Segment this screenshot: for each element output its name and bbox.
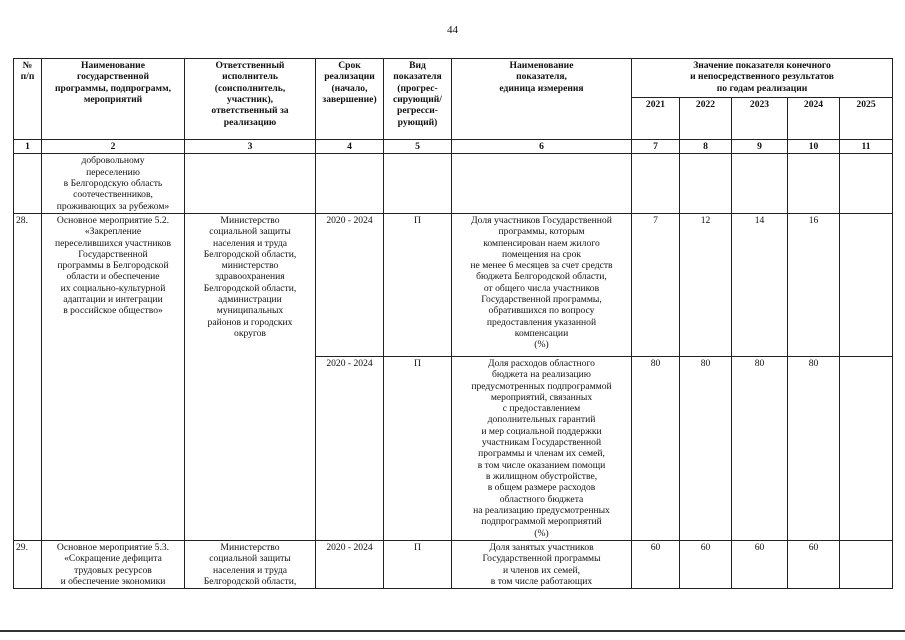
indicator-type: П bbox=[384, 213, 452, 356]
value-2021: 7 bbox=[632, 213, 680, 356]
value-2021: 60 bbox=[632, 540, 680, 588]
indicators-table bbox=[13, 58, 893, 589]
header-values: Значение показателя конечного и непосредственного результатов по годам реализации bbox=[632, 59, 893, 98]
term: 2020 - 2024 bbox=[316, 540, 384, 588]
year-2022: 2022 bbox=[680, 98, 732, 140]
col-num-5: 5 bbox=[384, 140, 452, 154]
page-number: 44 bbox=[447, 24, 458, 36]
year-2024: 2024 bbox=[788, 98, 840, 140]
table-row-28a bbox=[14, 213, 893, 356]
value-2024: 60 bbox=[788, 540, 840, 588]
col-num-2: 2 bbox=[42, 140, 185, 154]
term: 2020 - 2024 bbox=[316, 356, 384, 540]
page-bottom-edge bbox=[0, 624, 905, 640]
responsible-executor: Министерство социальной защиты населения и труда Белгородской области, министерство здравоохранения Белгородской области, администрации муниципальных районов и городских округов bbox=[185, 213, 316, 540]
row-number: 28. bbox=[14, 213, 42, 540]
value-2022: 80 bbox=[680, 356, 732, 540]
col-num-10: 10 bbox=[788, 140, 840, 154]
value-2022: 60 bbox=[680, 540, 732, 588]
col-num-1: 1 bbox=[14, 140, 42, 154]
header-no: № п/п bbox=[14, 59, 42, 140]
indicator-type: П bbox=[384, 356, 452, 540]
col-num-6: 6 bbox=[452, 140, 632, 154]
col-num-11: 11 bbox=[840, 140, 893, 154]
value-2023: 60 bbox=[732, 540, 788, 588]
header-responsible: Ответственный исполнитель (соисполнитель, участник), ответственный за реализацию bbox=[185, 59, 316, 140]
year-2025: 2025 bbox=[840, 98, 893, 140]
col-num-9: 9 bbox=[732, 140, 788, 154]
column-numbers-row bbox=[14, 140, 893, 154]
header-row bbox=[14, 59, 893, 98]
measure-name: Основное мероприятие 5.2. «Закрепление переселившихся участников Государственной программы в Белгородской области и обеспечение их социально-культурной адаптации и интеграции в российское общество» bbox=[42, 213, 185, 540]
term: 2020 - 2024 bbox=[316, 213, 384, 356]
indicator-name: Доля участников Государственной программы, которым компенсирован наем жилого помещения на срок не менее 6 месяцев за счет средств бюджета Белгородской области, от общего числа участников Государственной программы, обратившихся по вопросу предоставления указанной компенсации (%) bbox=[452, 213, 632, 356]
year-2021: 2021 bbox=[632, 98, 680, 140]
header-type: Вид показателя (прогрес- сирующий/ регресси- рующий) bbox=[384, 59, 452, 140]
table-row-continuation bbox=[14, 154, 893, 214]
responsible-executor: Министерство социальной защиты населения и труда Белгородской области, bbox=[185, 540, 316, 588]
header-name: Наименование государственной программы, подпрограмм, мероприятий bbox=[42, 59, 185, 140]
header-indicator: Наименование показателя, единица измерения bbox=[452, 59, 632, 140]
value-2024: 16 bbox=[788, 213, 840, 356]
col-num-4: 4 bbox=[316, 140, 384, 154]
value-2025 bbox=[840, 213, 893, 356]
col-num-3: 3 bbox=[185, 140, 316, 154]
indicator-type: П bbox=[384, 540, 452, 588]
indicator-name: Доля расходов областного бюджета на реализацию предусмотренных подпрограммой мероприятий, связанных с предоставлением дополнительных гарантий и мер социальной поддержки участникам Государственной программы и членам их семей, в том числе оказанием помощи в жилищном обустройстве, в общем размере расходов областного бюджета на реализацию предусмотренных подпрограммой мероприятий (%) bbox=[452, 356, 632, 540]
year-2023: 2023 bbox=[732, 98, 788, 140]
col-num-7: 7 bbox=[632, 140, 680, 154]
value-2023: 80 bbox=[732, 356, 788, 540]
header-term: Срок реализации (начало, завершение) bbox=[316, 59, 384, 140]
continuation-name: добровольному переселению в Белгородскую область соотечественников, проживающих за рубежом» bbox=[42, 154, 185, 214]
value-2023: 14 bbox=[732, 213, 788, 356]
value-2022: 12 bbox=[680, 213, 732, 356]
value-2025 bbox=[840, 540, 893, 588]
value-2025 bbox=[840, 356, 893, 540]
col-num-8: 8 bbox=[680, 140, 732, 154]
table-row-29 bbox=[14, 540, 893, 588]
value-2021: 80 bbox=[632, 356, 680, 540]
measure-name: Основное мероприятие 5.3. «Сокращение дефицита трудовых ресурсов и обеспечение экономики bbox=[42, 540, 185, 588]
value-2024: 80 bbox=[788, 356, 840, 540]
row-number: 29. bbox=[14, 540, 42, 588]
indicator-name: Доля занятых участников Государственной программы и членов их семей, в том числе работающих bbox=[452, 540, 632, 588]
